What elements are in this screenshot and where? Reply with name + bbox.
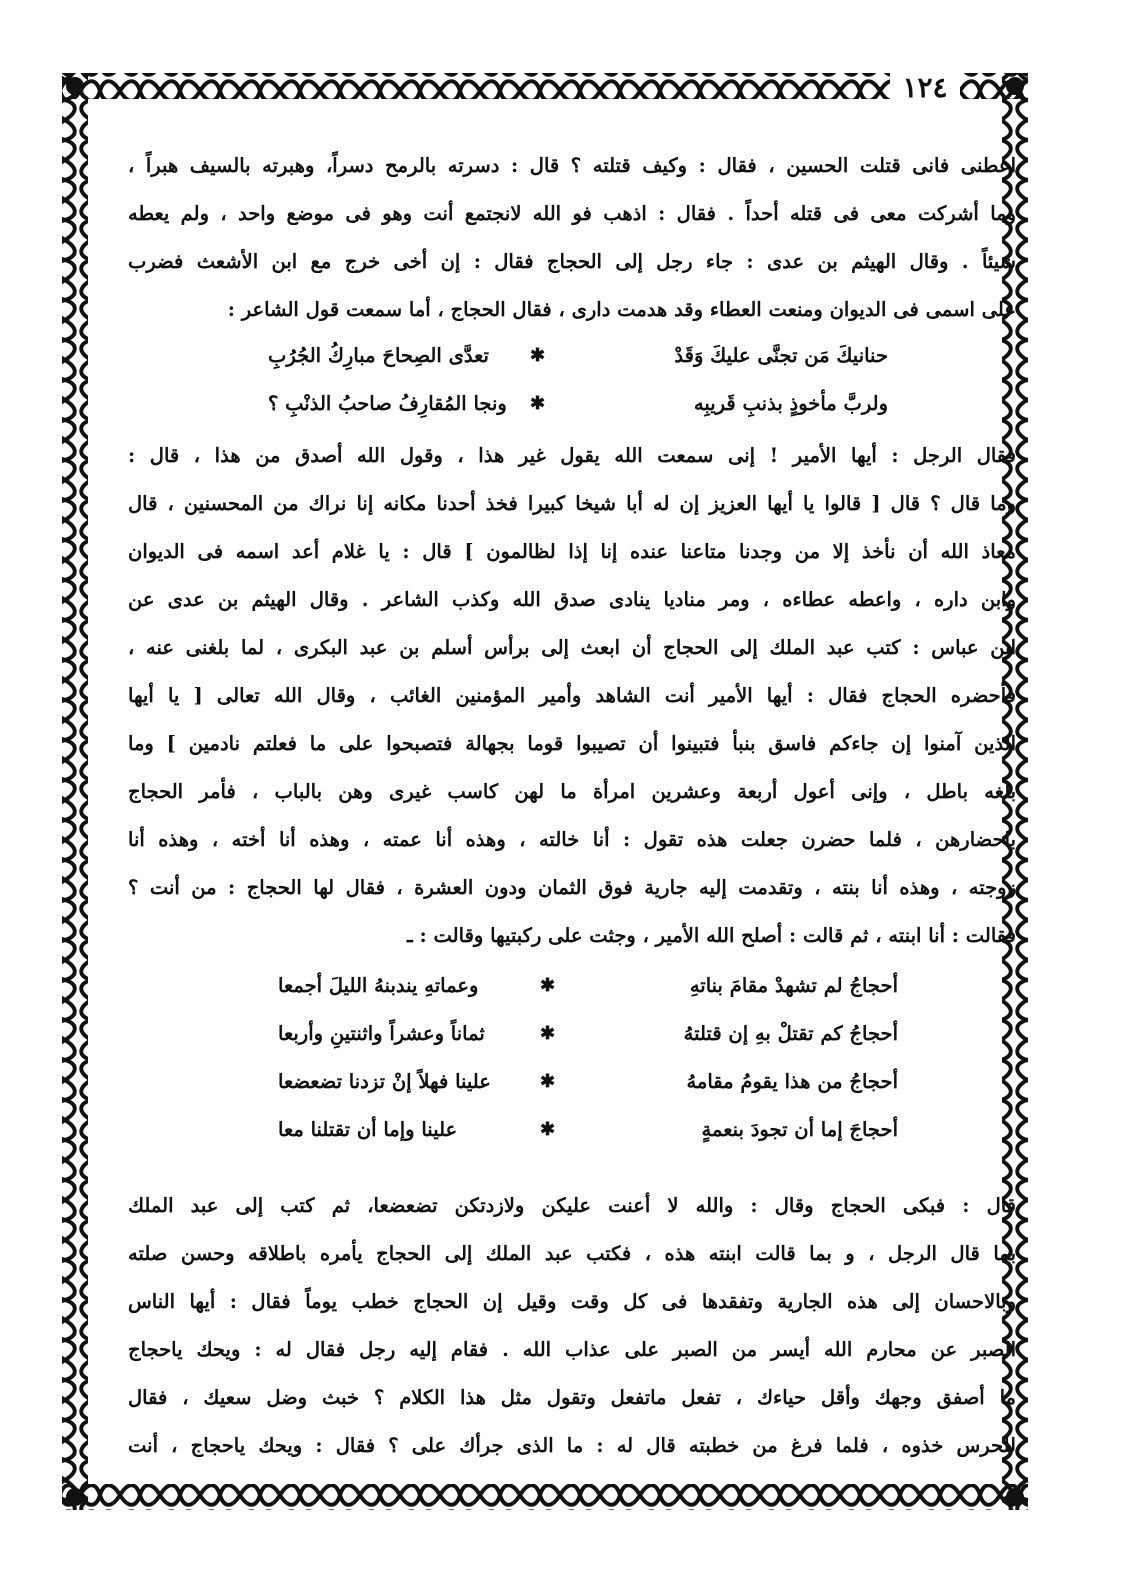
verse-second-hemistich: ونجا المُقارِفُ صاحبُ الذنْبِ ؟: [268, 392, 507, 415]
text-line: شيئاً . وقال الهيثم بن عدى : جاء رجل إلى الحجاج فقال : إن أخى خرج مع ابن الأشعث فضرب: [128, 250, 1016, 273]
verse-separator-icon: ✱: [540, 1023, 556, 1044]
text-line: وما قال ؟ قال [ قالوا يا أيها العزيز إن له أبا شيخا كبيرا فخذ أحدنا مكانه إنا نراك من المحسنين ، قال: [128, 492, 1016, 515]
verse-second-hemistich: تعدَّى الصِحاحَ مبارِكُ الجُرُبِ: [268, 344, 489, 367]
text-line: معاذ الله أن نأخذ إلا من وجدنا متاعنا عنده إنا إذا لظالمون ] قال : يا غلام أعد اسمه فى الديوان: [128, 540, 1016, 563]
verse-line: [268, 332, 888, 380]
verse-separator-icon: ✱: [540, 975, 556, 996]
verse-line: [268, 380, 888, 428]
text-line: الصبر عن محارم الله أيسر من الصبر على عذاب الله . فقام إليه رجل فقال له : ويحك ياحجاج: [128, 1338, 1016, 1361]
verse-second-hemistich: علينا فهلاً إنْ تزدنا تضعضعا: [278, 1070, 491, 1093]
main-text: [128, 142, 1016, 1488]
text-line: فقالت : أنا ابنته ، ثم قالت : أصلح الله الأمير ، وجثت على ركبتيها وقالت : ـ: [407, 924, 1016, 947]
text-line: باحضارهن ، فلما حضرن جعلت هذه تقول : أنا خالته ، وهذه أنا عمته ، وهذه أنا أخته ، وهذه أنا: [128, 828, 1016, 851]
verse-line: [278, 962, 898, 1010]
text-line: وابن داره ، واعطه عطاءه ، ومر مناديا ينادى صدق الله وكذب الشاعر . وقال الهيثم بن عدى عن: [128, 588, 1016, 611]
text-line: فقال الرجل : أيها الأمير ! إنى سمعت الله يقول غير هذا ، وقول الله أصدق من هذا ، قال :: [128, 444, 1016, 467]
text-line: بما قال الرجل ، و بما قالت ابنته هذه ، فكتب عبد الملك إلى الحجاج يأمره باطلاقه وحسن صلته: [128, 1242, 1016, 1265]
text-line: بلغه باطل ، وإنى أعول أربعة وعشرين امرأة ما لهن كاسب غيرى وهن بالباب ، فأمر الحجاج: [128, 780, 1016, 803]
verse-second-hemistich: وعماتهِ يندبنهُ الليلَ أجمعا: [278, 974, 479, 997]
text-line: قال : فبكى الحجاج وقال : والله لا أعنت عليكن ولازدتكن تضعضعا، ثم كتب إلى عبد الملك: [128, 1194, 1016, 1217]
verse-separator-icon: ✱: [530, 393, 546, 414]
verse-line: [278, 1010, 898, 1058]
verse-second-hemistich: علينا وإما أن تقتلنا معا: [278, 1118, 458, 1141]
text-line: ما أصفق وجهك وأقل حياءك ، تفعل ماتفعل وتقول مثل هذا الكلام ؟ خبث وضل سعيك ، فقال: [128, 1386, 1016, 1409]
text-line: الذين آمنوا إن جاءكم فاسق بنبأ فتبينوا أن تصيبوا قوما بجهالة فتصبحوا على ما فعلتم نادمين ] وما: [128, 732, 1016, 755]
verse-second-hemistich: ثماناً وعشراً واثنتينِ وأربعا: [278, 1022, 485, 1045]
verse-separator-icon: ✱: [540, 1071, 556, 1092]
verse-first-hemistich: أحجاجُ كم تقتلْ بهِ إن قتلتهُ: [683, 1022, 898, 1045]
text-line: على اسمى فى الديوان ومنعت العطاء وقد هدمت دارى ، فقال الحجاج ، أما سمعت قول الشاعر :: [227, 298, 1016, 321]
verse-line: [278, 1058, 898, 1106]
verse-separator-icon: ✱: [530, 345, 546, 366]
verse-first-hemistich: أحجاجُ لم تشهدْ مقامَ بناتهِ: [689, 974, 898, 997]
verse-line: [278, 1106, 898, 1154]
verse-first-hemistich: أحجاجُ من هذا يقومُ مقامهُ: [686, 1070, 898, 1093]
text-line: وما أشركت معى فى قتله أحداً . فقال : اذهب فو الله لانجتمع أنت وهو فى موضع واحد ، ولم يعطه: [128, 202, 1016, 225]
text-line: زوجته ، وهذه أنا بنته ، وتقدمت إليه جارية فوق الثمان ودون العشرة ، فقال لها الحجاج : من أنت ؟: [128, 876, 1016, 899]
verse-first-hemistich: أحجاجَ إما أن تجودَ بنعمةٍ: [701, 1118, 898, 1141]
text-line: للحرس خذوه ، فلما فرغ من خطبته قال له : ما الذى جرأك على ؟ فقال : ويحك ياحجاج ، أنت: [128, 1434, 1016, 1457]
text-line: فأحضره الحجاج فقال : أيها الأمير أنت الشاهد وأمير المؤمنين الغائب ، وقال الله تعالى [ يا أيها: [128, 684, 1016, 707]
text-line: وبالاحسان إلى هذه الجارية وتفقدها فى كل وقت وقيل إن الحجاج خطب يوماً فقال : أيها الناس: [128, 1290, 1016, 1313]
text-line: ابن عباس : كتب عبد الملك إلى الحجاج أن ابعث إلى برأس أسلم بن عبد البكرى ، لما بلغنى عنه ،: [128, 636, 1016, 659]
verse-separator-icon: ✱: [540, 1119, 556, 1140]
page-number: ١٢٤: [890, 68, 960, 108]
verse-first-hemistich: حنانيكَ مَن تجنَّى عليكَ وَقَدْ: [674, 344, 888, 367]
verse-first-hemistich: ولربَّ مأخوذٍ بذنبِ قَريبِه: [693, 392, 888, 415]
text-line: اعطنى فانى قتلت الحسين ، فقال : وكيف قتلته ؟ قال : دسرته بالرمح دسراً، وهبرته بالسيف هبراً ،: [128, 154, 1016, 177]
